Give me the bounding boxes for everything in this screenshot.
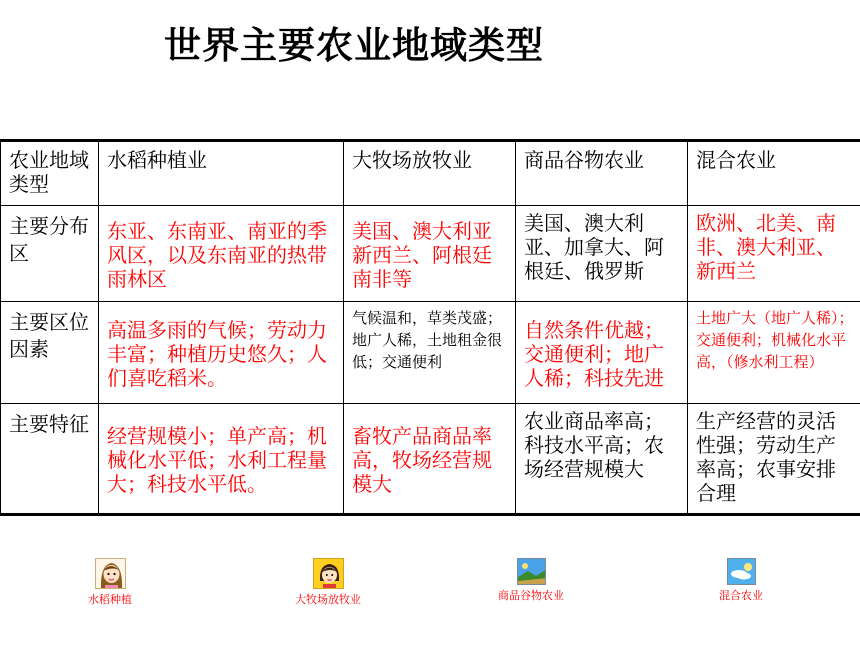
cell-mixed-distribution: 欧洲、北美、南非、澳大利亚、新西兰 — [688, 206, 860, 302]
table-header-row — [1, 141, 860, 206]
agriculture-table — [0, 139, 860, 516]
cell-grain-distribution: 美国、澳大利亚、加拿大、阿根廷、俄罗斯 — [516, 206, 688, 302]
landscape-icon — [517, 558, 546, 585]
cell-grain-factors: 自然条件优越；交通便利；地广人稀；科技先进 — [516, 302, 688, 404]
cell-ranching-features: 畜牧产品商品率高，牧场经营规模大 — [344, 404, 516, 515]
girl-face-icon — [95, 558, 126, 589]
link-mixed-farming[interactable] — [714, 558, 768, 603]
header-cell-rice: 水稻种植业 — [99, 141, 344, 206]
link-label-rice: 水稻种植 — [88, 593, 132, 606]
girl-face-icon — [313, 558, 344, 589]
header-cell-ranching: 大牧场放牧业 — [344, 141, 516, 206]
header-cell-grain: 商品谷物农业 — [516, 141, 688, 206]
link-label-grain: 商品谷物农业 — [498, 589, 564, 602]
link-label-ranching: 大牧场放牧业 — [295, 593, 361, 606]
cell-rice-factors: 高温多雨的气候；劳动力丰富；种植历史悠久；人们喜吃稻米。 — [99, 302, 344, 404]
table-row-distribution — [1, 206, 860, 302]
header-cell-type: 农业地域类型 — [1, 141, 99, 206]
link-ranching[interactable] — [280, 558, 376, 607]
table-row-features — [1, 404, 860, 515]
header-cell-mixed: 混合农业 — [688, 141, 860, 206]
link-commercial-grain[interactable] — [489, 558, 573, 603]
table-row-factors — [1, 302, 860, 404]
row-label-features: 主要特征 — [1, 404, 99, 515]
cell-ranching-distribution: 美国、澳大利亚新西兰、阿根廷南非等 — [344, 206, 516, 302]
cell-mixed-features: 生产经营的灵活性强；劳动生产率高；农事安排合理 — [688, 404, 860, 515]
cell-rice-distribution: 东亚、东南亚、南亚的季风区，以及东南亚的热带雨林区 — [99, 206, 344, 302]
row-label-distribution: 主要分布区 — [1, 206, 99, 302]
sky-cloud-icon — [727, 558, 756, 585]
page-title: 世界主要农业地域类型 — [164, 24, 544, 67]
cell-mixed-factors: 土地广大（地广人稀）；交通便利；机械化水平高，（修水利工程） — [688, 302, 860, 404]
cell-ranching-factors: 气候温和，草类茂盛；地广人稀，土地租金很低；交通便利 — [344, 302, 516, 404]
cell-grain-features: 农业商品率高；科技水平高；农场经营规模大 — [516, 404, 688, 515]
link-label-mixed: 混合农业 — [719, 589, 763, 602]
row-label-factors: 主要区位因素 — [1, 302, 99, 404]
link-rice-planting[interactable] — [77, 558, 143, 607]
cell-rice-features: 经营规模小；单产高；机械化水平低；水利工程量大；科技水平低。 — [99, 404, 344, 515]
